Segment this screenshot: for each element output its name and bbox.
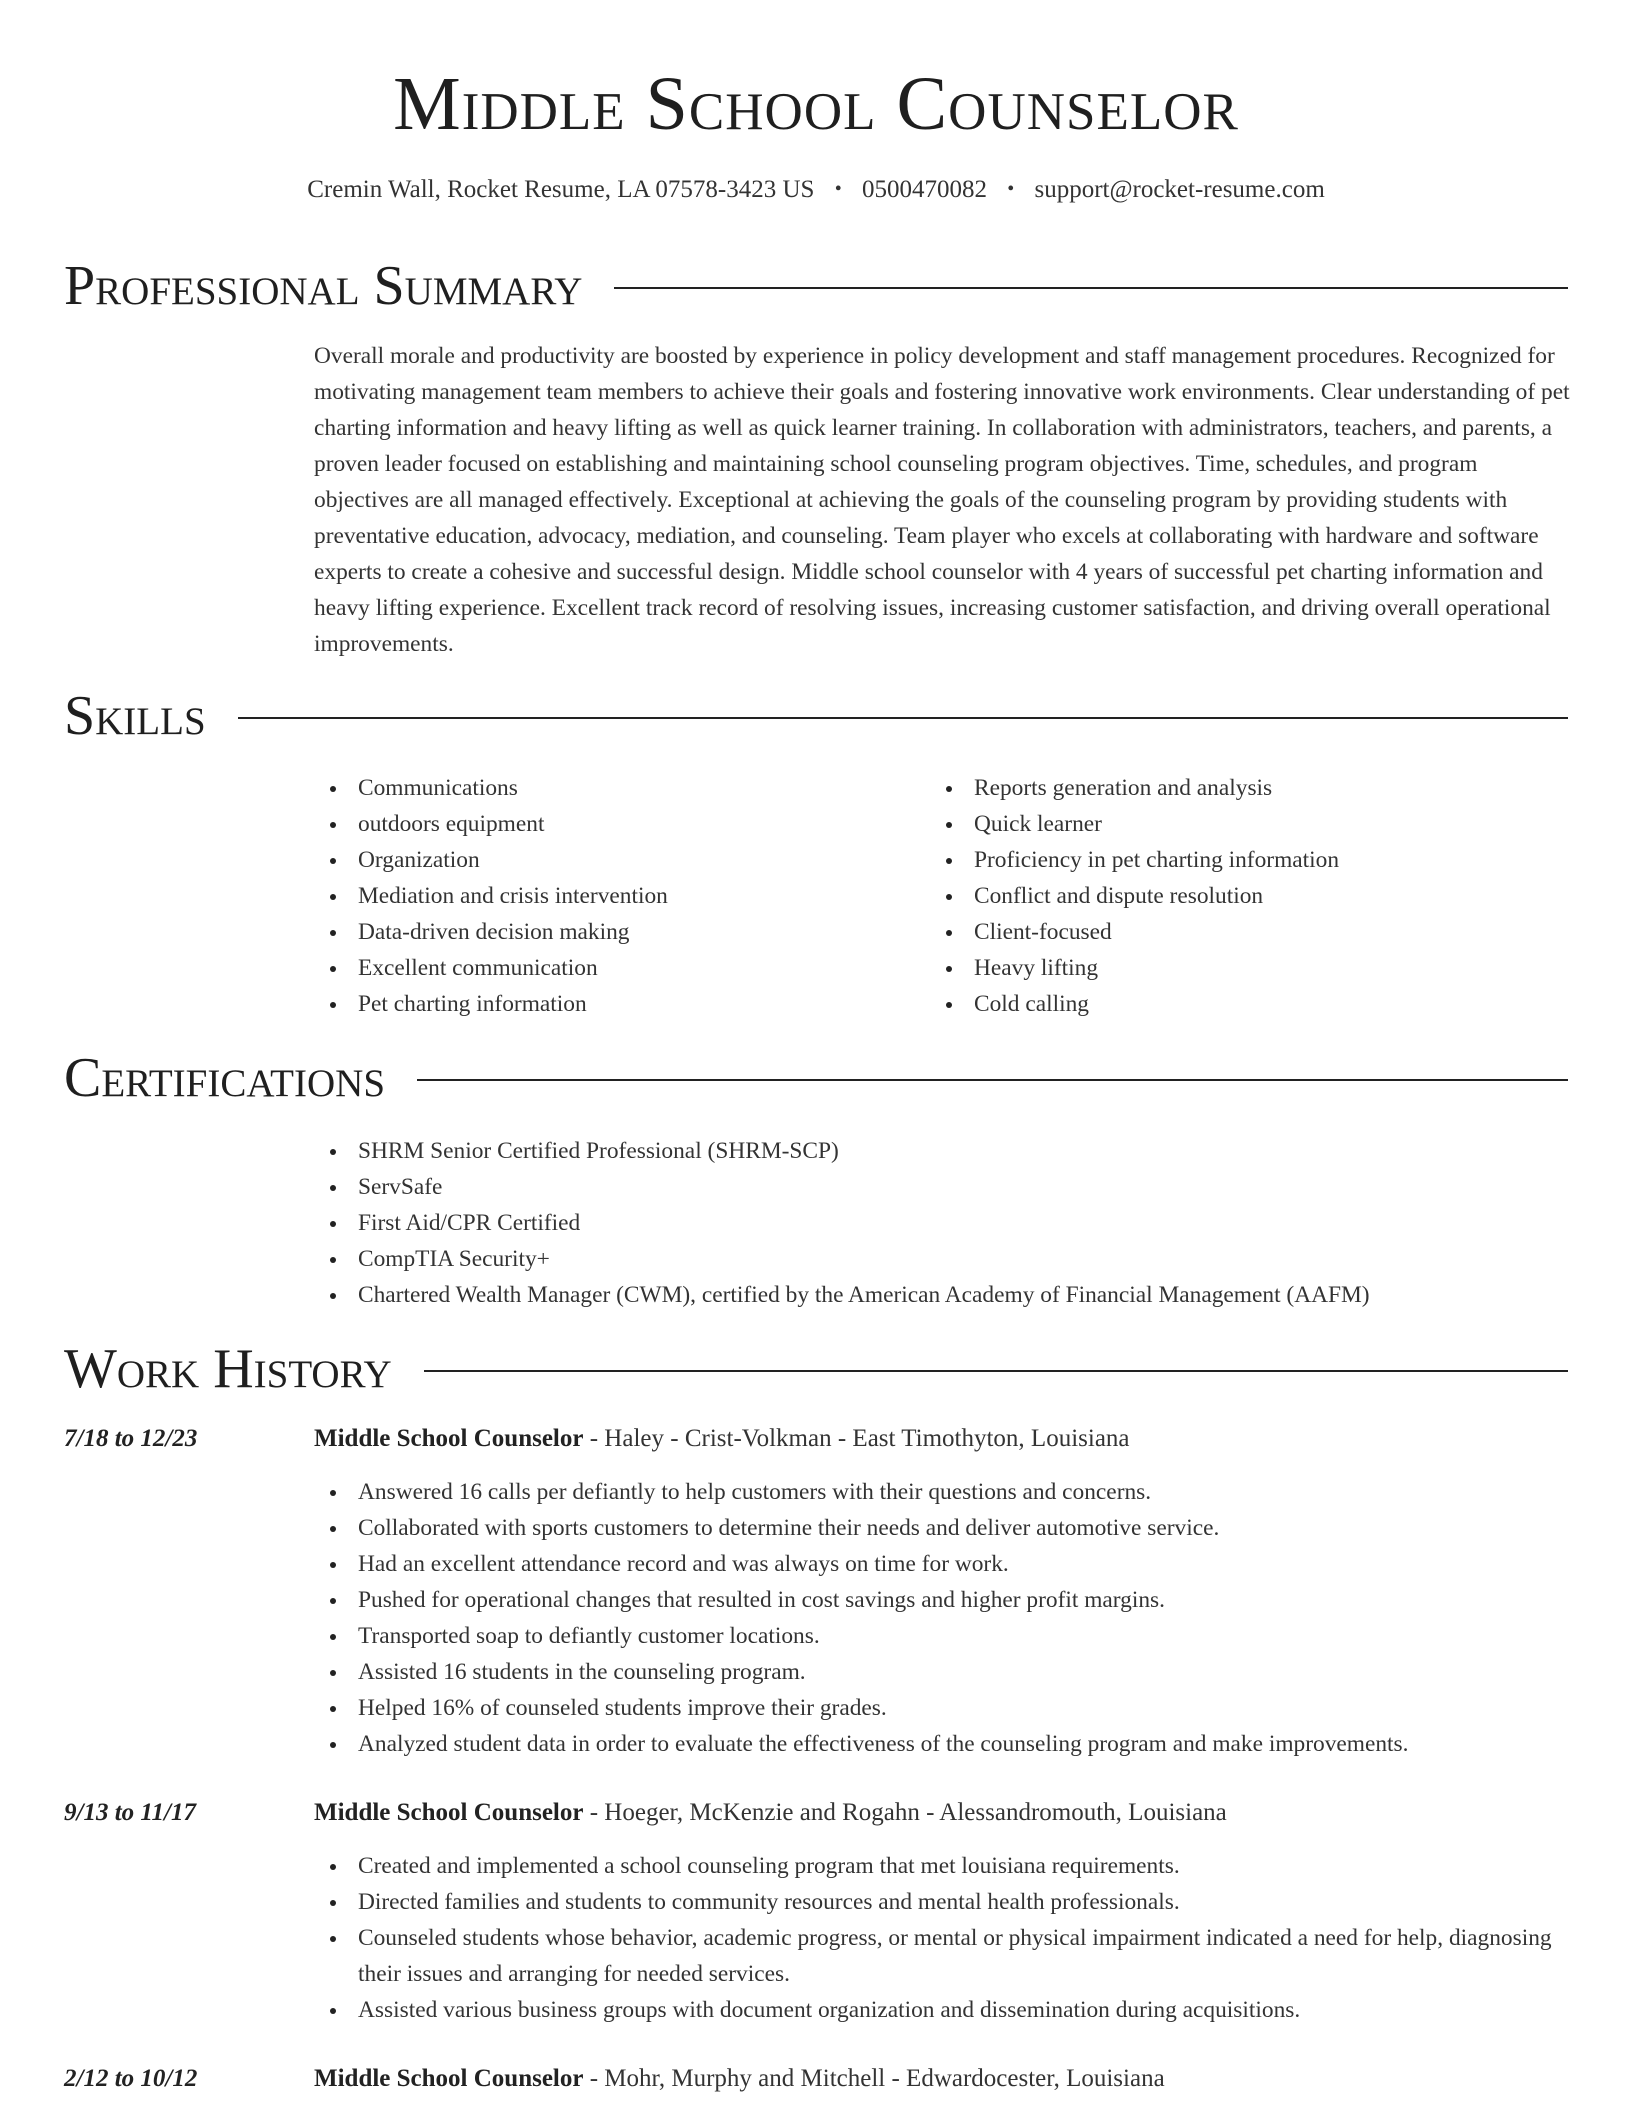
work-history-heading [64, 1337, 1568, 1401]
job-title: Middle School Counselor [314, 1799, 584, 1826]
skill-item: Data-driven decision making [314, 914, 914, 950]
skills-heading [64, 684, 1568, 748]
skills-list-left [314, 770, 914, 1022]
job-details: - Hoeger, McKenzie and Rogahn - Alessandromouth, Louisiana [583, 1799, 1227, 1826]
job-bullet: Created and implemented a school counseling program that met louisiana requirements. [314, 1848, 1574, 1884]
certifications-heading [64, 1046, 1568, 1110]
job-bullet: Directed families and students to community resources and mental health professionals. [314, 1884, 1574, 1920]
resume-name: Middle School Counselor [393, 62, 1239, 146]
job-bullet: Answered 16 calls per defiantly to help customers with their questions and concerns. [314, 1474, 1574, 1510]
contact-phone: 0500470082 [861, 176, 987, 203]
job-bullets [314, 1848, 1574, 2028]
skill-item: Heavy lifting [930, 950, 1570, 986]
job-dates: 9/13 to 11/17 [64, 1799, 196, 1826]
summary-text: Overall morale and productivity are boosted by experience in policy development and staff management procedures. Recognized for motivating management team members to achieve their goals and fostering innovative work environments. Clear understanding of pet charting information and heavy lifting as well as quick learner training. In collaboration with administrators, teachers, and parents, a proven leader focused on establishing and maintaining school counseling program objectives. Time, schedules, and program objectives are all managed effectively. Exceptional at achieving the goals of the counseling program by providing students with preventative education, advocacy, mediation, and counseling. Team player who excels at collaborating with hardware and software experts to create a cohesive and successful design. Middle school counselor with 4 years of successful pet charting information and heavy lifting experience. Excellent track record of resolving issues, increasing customer satisfaction, and driving overall operational improvements. [314, 343, 1570, 657]
contact-address: Cremin Wall, Rocket Resume, LA 07578-3423 US [307, 176, 815, 203]
job-header [314, 2062, 1165, 2096]
skill-item: Organization [314, 842, 914, 878]
contact-separator: • [834, 178, 842, 200]
skill-item: Proficiency in pet charting information [930, 842, 1570, 878]
certification-item: SHRM Senior Certified Professional (SHRM-SCP) [314, 1133, 1574, 1169]
job-bullet: Pushed for operational changes that resulted in cost savings and higher profit margins. [314, 1582, 1574, 1618]
skill-item: Communications [314, 770, 914, 806]
job-details: - Haley - Crist-Volkman - East Timothyton, Louisiana [583, 1425, 1130, 1452]
contact-email: support@rocket-resume.com [1034, 176, 1325, 203]
section-divider [424, 1370, 1568, 1372]
certification-item: ServSafe [314, 1169, 1574, 1205]
job-title: Middle School Counselor [314, 2065, 584, 2092]
job-bullet: Transported soap to defiantly customer locations. [314, 1618, 1574, 1654]
section-divider [614, 287, 1568, 289]
section-divider [417, 1079, 1568, 1081]
job-details: - Mohr, Murphy and Mitchell - Edwardocester, Louisiana [583, 2065, 1165, 2092]
skills-list-right [930, 770, 1570, 1022]
section-divider [238, 717, 1568, 719]
job-bullet: Collaborated with sports customers to determine their needs and deliver automotive service. [314, 1510, 1574, 1546]
job-bullets [314, 1474, 1574, 1762]
section-title: Certifications [64, 1047, 386, 1109]
section-title: Work History [64, 1338, 392, 1400]
skill-item: Excellent communication [314, 950, 914, 986]
skill-item: Cold calling [930, 986, 1570, 1022]
job-bullet: Helped 16% of counseled students improve their grades. [314, 1690, 1574, 1726]
contact-line [0, 174, 1632, 207]
skill-item: Mediation and crisis intervention [314, 878, 914, 914]
skill-item: Reports generation and analysis [930, 770, 1570, 806]
job-bullet: Assisted 16 students in the counseling program. [314, 1654, 1574, 1690]
skill-item: Conflict and dispute resolution [930, 878, 1570, 914]
job-bullet: Counseled students whose behavior, academic progress, or mental or physical impairment indicated a need for help, diagnosing their issues and arranging for needed services. [314, 1920, 1574, 1992]
job-bullet: Had an excellent attendance record and was always on time for work. [314, 1546, 1574, 1582]
skill-item: Client-focused [930, 914, 1570, 950]
skill-item: Quick learner [930, 806, 1570, 842]
skill-item: Pet charting information [314, 986, 914, 1022]
job-dates: 7/18 to 12/23 [64, 1425, 198, 1452]
summary-heading [64, 254, 1568, 318]
certification-item: First Aid/CPR Certified [314, 1205, 1574, 1241]
section-title: Skills [64, 685, 206, 747]
certification-item: Chartered Wealth Manager (CWM), certified by the American Academy of Financial Management (AAFM) [314, 1277, 1574, 1313]
contact-separator: • [1007, 178, 1015, 200]
section-title: Professional Summary [64, 255, 583, 317]
certification-item: CompTIA Security+ [314, 1241, 1574, 1277]
skill-item: outdoors equipment [314, 806, 914, 842]
job-header [314, 1422, 1130, 1456]
job-dates: 2/12 to 10/12 [64, 2065, 198, 2092]
job-title: Middle School Counselor [314, 1425, 584, 1452]
certifications-list [314, 1133, 1574, 1313]
job-bullet: Assisted various business groups with document organization and dissemination during acquisitions. [314, 1992, 1574, 2028]
job-header [314, 1796, 1227, 1830]
job-bullet: Analyzed student data in order to evaluate the effectiveness of the counseling program and make improvements. [314, 1726, 1574, 1762]
